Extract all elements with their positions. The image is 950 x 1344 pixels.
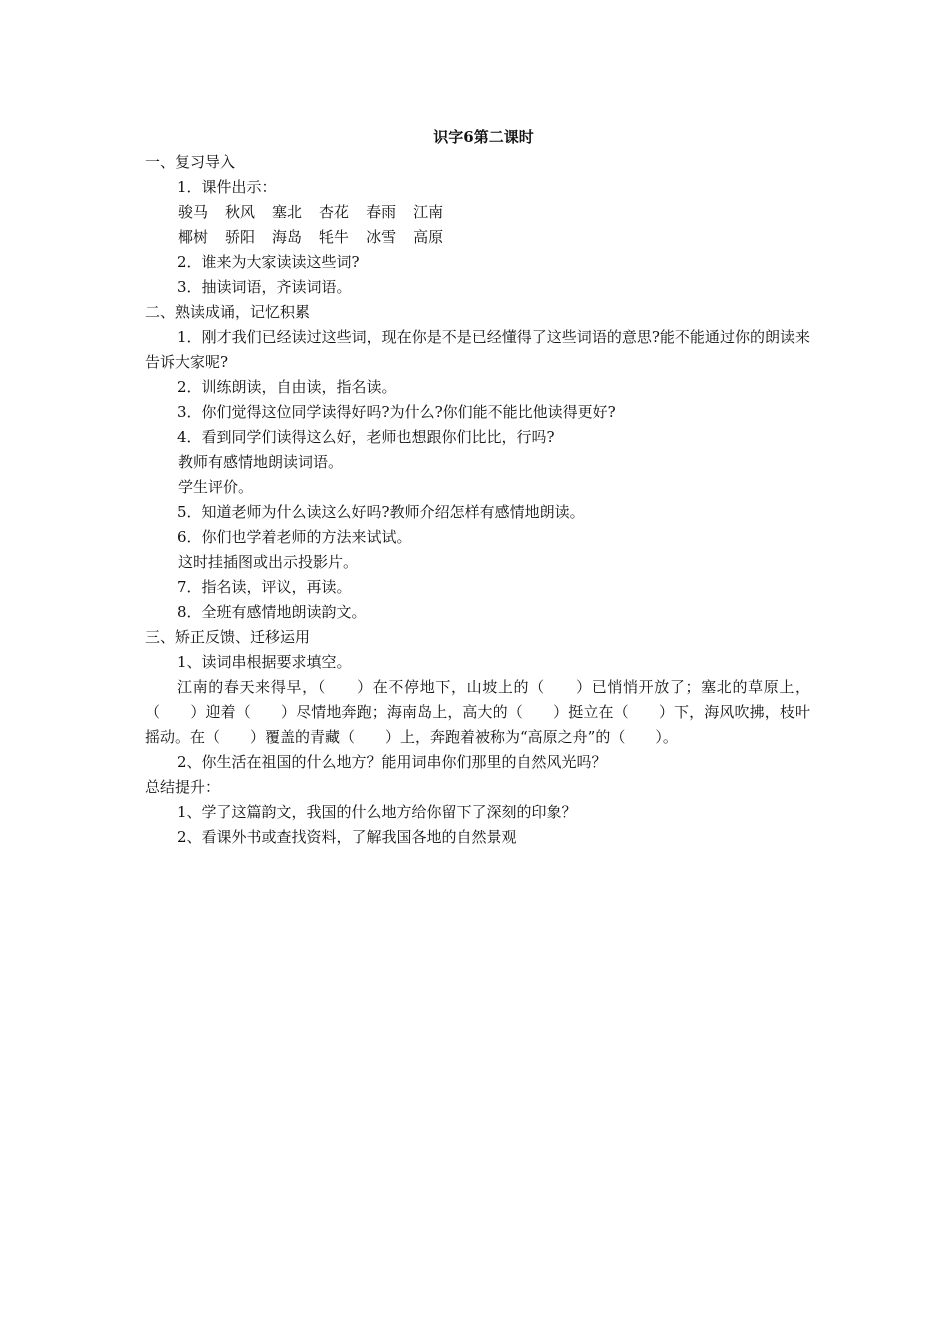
list-item: 2．谁来为大家读读这些词? (177, 253, 360, 271)
list-item: 2．训练朗读，自由读，指名读。 (177, 378, 397, 396)
list-item: 3．抽读词语，齐读词语。 (177, 278, 352, 296)
section-heading-review: 一、复习导入 (145, 153, 236, 171)
list-item: 2、你生活在祖国的什么地方？能用词串你们那里的自然风光吗？ (177, 753, 607, 771)
list-item: 1、读词串根据要求填空。 (177, 653, 352, 671)
word: 冰雪 (366, 228, 397, 246)
word: 牦牛 (319, 228, 350, 246)
list-item: 8．全班有感情地朗读韵文。 (177, 603, 367, 621)
fill-in-blank-paragraph: 江南的春天来得早，（ ）在不停地下，山坡上的（ ）已悄悄开放了；塞北的草原上，（ ）迎着（ ）尽情地奔跑；海南岛上，高大的（ ）挺立在（ ）下，海风吹拂，枝叶摇动。在（ ）覆盖的青藏（ ）上，奔跑着被称为“高原之舟”的（ ）。 (145, 678, 810, 746)
word: 骄阳 (225, 228, 256, 246)
word-row-2 (145, 225, 810, 250)
word-row-1 (145, 200, 810, 225)
list-item: 7．指名读，评议，再读。 (177, 578, 352, 596)
note-line: 教师有感情地朗读词语。 (178, 453, 344, 471)
note-line: 学生评价。 (178, 478, 254, 496)
word: 椰树 (178, 228, 209, 246)
word: 高原 (413, 228, 444, 246)
list-item: 1、学了这篇韵文，我国的什么地方给你留下了深刻的印象？ (177, 803, 577, 821)
word: 秋风 (225, 203, 256, 221)
section-heading-practice: 三、矫正反馈、迁移运用 (145, 628, 311, 646)
list-item: 1．课件出示： (177, 178, 277, 196)
list-item: 2、看课外书或查找资料，了解我国各地的自然景观 (177, 828, 517, 846)
word: 杏花 (319, 203, 350, 221)
list-item: 5．知道老师为什么读这么好吗?教师介绍怎样有感情地朗读。 (177, 503, 585, 521)
list-item: 3．你们觉得这位同学读得好吗?为什么?你们能不能比他读得更好? (177, 403, 616, 421)
section-heading-reading: 二、熟读成诵，记忆积累 (145, 303, 311, 321)
word: 江南 (413, 203, 444, 221)
note-line: 这时挂插图或出示投影片。 (178, 553, 359, 571)
word: 骏马 (178, 203, 209, 221)
list-item: 1．刚才我们已经读过这些词，现在你是不是已经懂得了这些词语的意思?能不能通过你的朗读来告诉大家呢? (145, 328, 810, 371)
word: 海岛 (272, 228, 303, 246)
list-item: 4．看到同学们读得这么好，老师也想跟你们比比，行吗? (177, 428, 555, 446)
page-title: 识字6第二课时 (433, 128, 534, 146)
word: 塞北 (272, 203, 303, 221)
list-item: 6．你们也学着老师的方法来试试。 (177, 528, 412, 546)
document-content (145, 125, 810, 850)
word: 春雨 (366, 203, 397, 221)
section-heading-summary: 总结提升： (145, 778, 221, 796)
